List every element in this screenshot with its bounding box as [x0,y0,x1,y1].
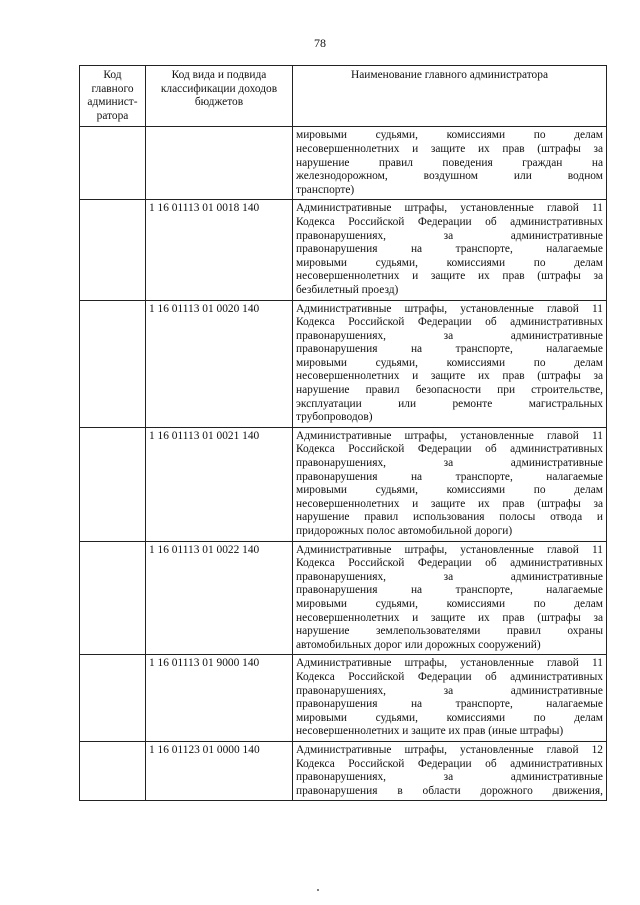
admin-name-cell [293,427,607,541]
budget-classification-table [79,65,607,801]
revenue-code-cell: 1 16 01113 01 0022 140 [146,541,293,655]
name-line: правонарушения в области дорожного движения, [296,784,603,797]
revenue-code-cell: 1 16 01113 01 9000 140 [146,655,293,742]
table-row [80,741,607,800]
name-line: Кодекса Российской Федерации об административных [296,316,603,329]
header-revenue-code: Код вида и подвида классификации доходов бюджетов [146,66,293,127]
revenue-code-cell: 1 16 01113 01 0021 140 [146,427,293,541]
name-line: правонарушения на транспорте, налагаемые [296,243,603,256]
name-line: несовершеннолетних и защите их прав (штрафы за [296,497,603,510]
name-line: Административные штрафы, установленные главой 11 [296,543,603,556]
name-line: правонарушения на транспорте, налагаемые [296,470,603,483]
name-line: нарушение правил использования полосы отвода и [296,511,603,524]
name-line: мировыми судьями, комиссиями по делам [296,597,603,610]
name-line: железнодорожном, воздушном или водном [296,170,603,183]
name-line: трубопроводов) [296,411,373,424]
name-line: Административные штрафы, установленные главой 11 [296,202,603,215]
name-line: правонарушениях, за административные [296,684,603,697]
name-line: безбилетный проезд) [296,283,399,296]
admin-code-cell [80,200,146,300]
name-line: правонарушения на транспорте, налагаемые [296,584,603,597]
table-row [80,427,607,541]
name-line: Административные штрафы, установленные главой 11 [296,429,603,442]
name-line: нарушение правил поведения граждан на [296,156,603,169]
table-header-row [80,66,607,127]
revenue-code-cell [146,127,293,200]
admin-name-cell [293,741,607,800]
name-line: несовершеннолетних и защите их прав (штрафы за [296,611,603,624]
scan-mark [317,889,319,891]
admin-code-cell [80,427,146,541]
name-line: Административные штрафы, установленные главой 12 [296,743,603,756]
name-line: правонарушениях, за административные [296,570,603,583]
name-line: правонарушения на транспорте, налагаемые [296,698,603,711]
name-line: Кодекса Российской Федерации об административных [296,757,603,770]
name-line: мировыми судьями, комиссиями по делам [296,484,603,497]
header-admin-name: Наименование главного администратора [293,66,607,127]
admin-name-cell [293,300,607,427]
name-line: Кодекса Российской Федерации об административных [296,443,603,456]
header-admin-code: Код главного админист- ратора [80,66,146,127]
table-row [80,127,607,200]
name-line: мировыми судьями, комиссиями по делам [296,129,603,142]
admin-code-cell [80,127,146,200]
admin-code-cell [80,541,146,655]
name-line: Кодекса Российской Федерации об административных [296,670,603,683]
name-line: нарушение правил безопасности при строительстве, [296,384,603,397]
name-line: правонарушения на транспорте, налагаемые [296,343,603,356]
admin-code-cell [80,741,146,800]
table-row [80,541,607,655]
name-line: правонарушениях, за административные [296,457,603,470]
name-line: Кодекса Российской Федерации об административных [296,215,603,228]
name-line: придорожных полос автомобильной дороги) [296,525,513,537]
name-line: мировыми судьями, комиссиями по делам [296,711,603,724]
name-line: нарушение землепользователями правил охраны [296,625,603,638]
table-row [80,300,607,427]
admin-code-cell [80,300,146,427]
revenue-code-cell: 1 16 01113 01 0020 140 [146,300,293,427]
table-row [80,200,607,300]
name-line: автомобильных дорог или дорожных сооружений) [296,638,541,651]
name-line: несовершеннолетних и защите их прав (иные штрафы) [296,725,564,738]
name-line: несовершеннолетних и защите их прав (штрафы за [296,142,603,155]
name-line: Кодекса Российской Федерации об административных [296,557,603,570]
name-line: Административные штрафы, установленные главой 11 [296,657,603,670]
name-line: правонарушениях, за административные [296,229,603,242]
name-line: мировыми судьями, комиссиями по делам [296,356,603,369]
name-line: несовершеннолетних и защите их прав (штрафы за [296,270,603,283]
admin-name-cell [293,200,607,300]
name-line: транспорте) [296,183,355,196]
name-line: эксплуатации или ремонте магистральных [296,397,603,410]
name-line: несовершеннолетних и защите их прав (штрафы за [296,370,603,383]
table-row [80,655,607,742]
revenue-code-cell: 1 16 01123 01 0000 140 [146,741,293,800]
admin-name-cell [293,127,607,200]
admin-code-cell [80,655,146,742]
revenue-code-cell: 1 16 01113 01 0018 140 [146,200,293,300]
name-line: правонарушениях, за административные [296,329,603,342]
name-line: Административные штрафы, установленные главой 11 [296,302,603,315]
name-line: мировыми судьями, комиссиями по делам [296,256,603,269]
page-number: 78 [314,36,326,50]
name-line: правонарушениях, за административные [296,771,603,784]
admin-name-cell [293,541,607,655]
admin-name-cell [293,655,607,742]
